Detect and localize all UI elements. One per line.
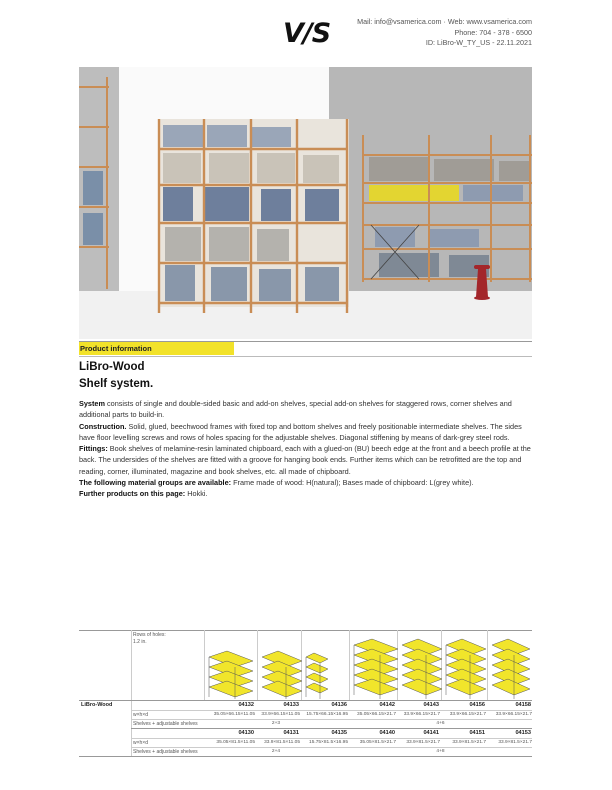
whd-label: w×h×d xyxy=(133,712,149,718)
dimension: 33.9×81.5×21.7 xyxy=(452,740,486,745)
shelf-illustrations xyxy=(204,633,532,699)
product-title: LiBro-Wood xyxy=(79,361,145,373)
dimension: 35.05×66.15×21.7 xyxy=(357,712,396,717)
product-code: 04142 xyxy=(379,702,395,708)
product-table xyxy=(79,630,532,757)
dimension: 33.9×81.5×21.7 xyxy=(406,740,440,745)
product-code: 04158 xyxy=(515,702,531,708)
product-code: 04131 xyxy=(283,730,299,736)
rows-of-holes-label: Rows of holes: xyxy=(133,632,166,638)
dimension: 33.9×81.5×11.05 xyxy=(264,740,300,745)
product-description xyxy=(79,398,534,500)
desc-construction: Construction. Solid, glued, beechwood frames with fixed top and bottom shelves and freely positionable intermediate shelves. The sides have floor levelling screws and rows of holes spacing for the adjustable shelves. Diagonal stiffening by means of dark-grey steel rods. xyxy=(79,421,522,442)
dimension: 33.9×81.5×21.7 xyxy=(498,740,532,745)
product-code: 04140 xyxy=(379,730,395,736)
desc-further-products: Further products on this page: Hokki. xyxy=(79,489,208,499)
table-rule xyxy=(79,700,532,701)
dimension: 35.05×81.5×21.7 xyxy=(359,740,396,745)
dimension: 35.05×66.15×11.05 xyxy=(213,712,255,717)
product-code: 04135 xyxy=(331,730,347,736)
dimension: 15.75×66.15×16.95 xyxy=(306,712,348,717)
dimension: 15.75×81.5×16.95 xyxy=(309,740,348,745)
table-rule xyxy=(79,630,532,631)
dimension: 33.9×66.15×21.7 xyxy=(495,712,532,717)
dimension: 33.9×66.15×21.7 xyxy=(403,712,440,717)
contact-block xyxy=(357,17,532,49)
whd-label: w×h×d xyxy=(133,740,149,746)
shelves-label: Shelves + adjustable shelves xyxy=(133,749,198,755)
row-name: LiBro-Wood xyxy=(81,702,113,708)
product-code: 04130 xyxy=(238,730,254,736)
product-code: 04132 xyxy=(238,702,254,708)
shelf-count: 2+4 xyxy=(271,749,281,754)
product-code: 04143 xyxy=(423,702,439,708)
desc-fittings: Fittings: Book shelves of melamine-resin laminated chipboard, each with a glued-on (BU) beech edge at the front and a beech profile at the back. The undersides of the shelves are fitted with a groove for hanging book ends. Further items which can be retrofitted are the top and reading, corner, illuminated, magazine and book shelves, etc. all made of chipboard. xyxy=(79,444,531,476)
contact-phone: Phone: 704 - 378 - 6500 xyxy=(454,27,532,37)
shelves-label: Shelves + adjustable shelves xyxy=(133,721,198,727)
rows-of-holes-value: 1.2 in. xyxy=(133,639,147,645)
dimension: 35.05×81.5×11.05 xyxy=(216,740,255,745)
product-subtitle: Shelf system. xyxy=(79,378,154,390)
table-rule xyxy=(79,756,532,757)
desc-system: System consists of single and double-sided basic and add-on shelves, special add-on shelves for staggered rows, corner shelves and additional parts to build-in. xyxy=(79,399,512,420)
shelf-count: 4+6 xyxy=(436,721,445,726)
section-label: Product information xyxy=(80,344,152,353)
dimension: 33.9×66.15×11.05 xyxy=(261,712,300,717)
contact-mail-web: Mail: info@vsamerica.com · Web: www.vsamerica.com xyxy=(357,17,532,26)
shelf-count: 2+3 xyxy=(271,721,281,726)
shelf-count: 4+8 xyxy=(436,749,445,754)
vs-logo: V/S xyxy=(283,18,331,49)
desc-materials: The following material groups are available: Frame made of wood: H(natural); Bases made of chipboard: L(grey white). xyxy=(79,478,474,488)
product-code: 04156 xyxy=(469,702,485,708)
product-code: 04133 xyxy=(283,702,299,708)
product-code: 04136 xyxy=(331,702,347,708)
product-photo xyxy=(79,67,532,339)
product-code: 04153 xyxy=(515,730,531,736)
divider xyxy=(79,356,532,357)
dimension: 33.9×66.15×21.7 xyxy=(449,712,486,717)
document-id: ID: LiBro-W_TY_US - 22.11.2021 xyxy=(425,38,532,47)
product-code: 04151 xyxy=(469,730,485,736)
product-code: 04141 xyxy=(423,730,439,736)
